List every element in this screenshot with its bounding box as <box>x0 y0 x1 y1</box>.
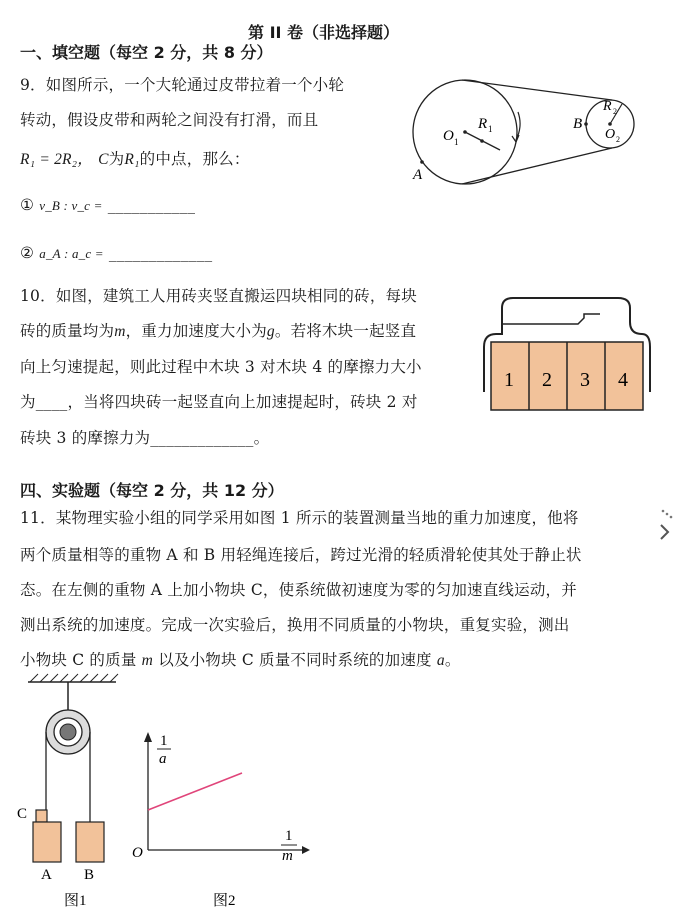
clamp-handle-bar <box>502 314 600 324</box>
section-fill-blank-heading: 一、填空题（每空 2 分，共 8 分） <box>20 43 273 62</box>
q10-line-3: 向上匀速提起，则此过程中木块 3 对木块 4 的摩擦力大小 <box>20 358 422 376</box>
q10-line-2 <box>20 319 416 341</box>
q9-line-3 <box>20 147 250 169</box>
belt-bottom <box>462 148 612 184</box>
brick-label-4: 4 <box>618 369 628 391</box>
brick-label-3: 3 <box>580 369 590 391</box>
label-block-b: B <box>84 867 95 883</box>
q11-line-4: 测出系统的加速度。完成一次实验后，换用不同质量的小物块，重复实验，测出 <box>20 616 570 634</box>
figure-1-caption: 图1 <box>64 893 87 909</box>
q9-line-2: 转动，假设皮带和两轮之间没有打滑，而且 <box>20 111 319 129</box>
q10-mass-symbol: m <box>114 323 126 340</box>
point-a <box>420 160 424 164</box>
label-r2-sub: 2 <box>613 107 617 116</box>
brick-label-2: 2 <box>542 369 552 391</box>
label-a: A <box>413 167 423 183</box>
block-b <box>76 822 104 862</box>
data-line <box>148 773 242 810</box>
q9-point-c: C <box>98 151 109 168</box>
figure-2-caption: 图2 <box>213 893 236 909</box>
label-b: B <box>573 116 583 132</box>
point-c <box>480 139 484 143</box>
q11-text-end: 。 <box>444 651 461 669</box>
q10-text-b: ，重力加速度大小为 <box>125 322 267 340</box>
label-block-a: A <box>41 867 52 883</box>
q11-text-a: 小物块 C 的质量 <box>20 651 137 669</box>
q10-text-a: 砖的质量均为 <box>20 322 115 340</box>
q9-item-1 <box>20 196 195 214</box>
q10-line-4: 为____，当将四块砖一起竖直向上加速提起时，砖块 2 对 <box>20 393 418 411</box>
x-axis-arrow <box>302 846 310 854</box>
brick-label-1: 1 <box>504 369 514 391</box>
q11-mass-symbol: m <box>141 652 154 669</box>
q9-radius-relation: R₁ = 2R₂， <box>20 151 93 168</box>
q11-accel-symbol: a <box>436 652 445 669</box>
point-b <box>584 122 588 126</box>
q9-r1-ref: R₁ <box>124 151 140 168</box>
q11-line-2: 两个质量相等的重物 A 和 B 用轻绳连接后，跨过光滑的轻质滑轮使其处于静止状 <box>20 546 582 564</box>
y-axis-arrow <box>144 732 152 742</box>
label-o2: O <box>605 127 616 142</box>
label-r1-sub: 1 <box>488 124 493 134</box>
belt-wheels-figure <box>400 62 650 187</box>
q9-item2-answer-blank[interactable]: _____________ <box>108 244 213 262</box>
label-o1-sub: 1 <box>454 137 459 147</box>
q11-text-b: 以及小物块 C 质量不同时系统的加速度 <box>158 651 432 669</box>
brick-clamp-figure <box>480 292 655 417</box>
q10-text-c: 。若将木块一起竖直 <box>274 322 417 340</box>
q9-item1-marker: ① <box>20 196 35 214</box>
pulley-apparatus-figure <box>14 672 124 910</box>
q11-line-1: 11．某物理实验小组的同学采用如图 1 所示的装置测量当地的重力加速度，他将 <box>20 509 579 527</box>
block-a <box>33 822 61 862</box>
q9-text-midpoint: 的中点，那么： <box>139 150 250 168</box>
label-r1: R <box>478 116 488 132</box>
label-block-c: C <box>17 806 28 822</box>
x-label-denominator: m <box>282 848 293 864</box>
label-o1: O <box>443 128 454 144</box>
exam-part-title: 第 II 卷（非选择题） <box>248 23 400 42</box>
q9-line-1: 9．如图所示，一个大轮通过皮带拉着一个小轮 <box>20 76 345 94</box>
label-r2: R <box>603 99 612 114</box>
q9-item1-expression: v_B : v_c = <box>39 198 103 213</box>
margin-arrow-icon <box>658 505 676 545</box>
center-o2 <box>608 122 612 126</box>
q11-line-3: 态。在左侧的重物 A 上加小物块 C，使系统做初速度为零的匀加速直线运动，并 <box>20 581 577 599</box>
q9-item1-answer-blank[interactable]: ___________ <box>107 196 196 214</box>
label-o2-sub: 2 <box>616 135 620 144</box>
y-label-denominator: a <box>159 751 167 767</box>
q10-line-5: 砖块 3 的摩擦力为_____________。 <box>20 429 270 447</box>
section-experiment-heading: 四、实验题（每空 2 分，共 12 分） <box>20 481 284 500</box>
belt-top <box>462 80 612 100</box>
q9-item2-expression: a_A : a_c = <box>39 246 104 261</box>
block-c <box>36 810 47 822</box>
origin-label: O <box>132 845 143 861</box>
q9-item-2 <box>20 244 212 262</box>
q10-line-1: 10．如图，建筑工人用砖夹竖直搬运四块相同的砖，每块 <box>20 287 417 305</box>
acceleration-graph-figure <box>130 728 310 910</box>
q9-item2-marker: ② <box>20 244 35 262</box>
q9-text-wei: 为 <box>108 150 125 168</box>
pulley-axle <box>60 724 76 740</box>
q10-gravity-symbol: g <box>266 323 275 340</box>
y-label-numerator: 1 <box>160 733 168 749</box>
q11-line-5 <box>20 648 461 670</box>
center-o1 <box>463 130 467 134</box>
rotation-arrowhead <box>512 135 519 142</box>
x-label-numerator: 1 <box>285 828 293 844</box>
